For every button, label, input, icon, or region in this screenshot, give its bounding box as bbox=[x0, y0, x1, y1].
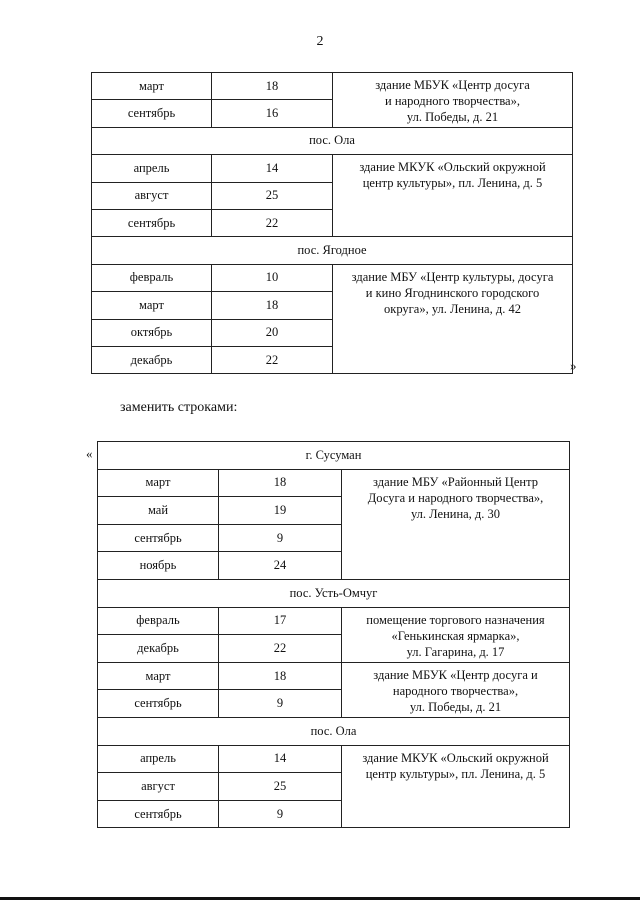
day-cell: 22 bbox=[212, 346, 333, 373]
month-cell: март bbox=[92, 292, 212, 319]
day-cell: 19 bbox=[219, 497, 342, 525]
venue-cell: здание МКУК «Ольский окружной центр культуры», пл. Ленина, д. 5 bbox=[333, 155, 573, 237]
day-cell: 14 bbox=[219, 745, 342, 773]
day-cell: 24 bbox=[219, 552, 342, 580]
replace-instruction: заменить строками: bbox=[120, 400, 238, 415]
section-row bbox=[92, 237, 573, 264]
month-cell: апрель bbox=[92, 155, 212, 182]
month-cell: август bbox=[92, 182, 212, 209]
venue-cell: здание МБУК «Центр досуга и народного творчества», ул. Победы, д. 21 bbox=[342, 662, 570, 717]
opening-quote: « bbox=[86, 446, 93, 461]
day-cell: 18 bbox=[212, 292, 333, 319]
month-cell: март bbox=[98, 662, 219, 690]
day-cell: 18 bbox=[219, 662, 342, 690]
schedule-table-original bbox=[91, 72, 573, 374]
month-cell: март bbox=[92, 73, 212, 100]
day-cell: 20 bbox=[212, 319, 333, 346]
month-cell: сентябрь bbox=[98, 690, 219, 718]
month-cell: ноябрь bbox=[98, 552, 219, 580]
month-cell: декабрь bbox=[98, 635, 219, 663]
month-cell: февраль bbox=[98, 607, 219, 635]
venue-cell: здание МБУ «Центр культуры, досуга и кино Ягоднинского городского округа», ул. Ленина, д. 42 bbox=[333, 264, 573, 374]
table-row bbox=[92, 73, 573, 100]
venue-cell: здание МБУ «Районный Центр Досуга и народного творчества», ул. Ленина, д. 30 bbox=[342, 469, 570, 579]
section-title: г. Сусуман bbox=[98, 442, 570, 470]
day-cell: 25 bbox=[219, 773, 342, 801]
day-cell: 16 bbox=[212, 100, 333, 127]
section-row bbox=[98, 579, 570, 607]
month-cell: сентябрь bbox=[98, 800, 219, 828]
day-cell: 9 bbox=[219, 690, 342, 718]
day-cell: 18 bbox=[219, 469, 342, 497]
schedule-table-new bbox=[97, 441, 570, 828]
section-title: пос. Ола bbox=[92, 127, 573, 154]
day-cell: 22 bbox=[219, 635, 342, 663]
page-number: 2 bbox=[316, 34, 324, 49]
section-title: пос. Ягодное bbox=[92, 237, 573, 264]
section-title: пос. Усть-Омчуг bbox=[98, 579, 570, 607]
venue-cell: помещение торгового назначения «Генькинская ярмарка», ул. Гагарина, д. 17 bbox=[342, 607, 570, 662]
table-row bbox=[92, 155, 573, 182]
page-bottom-rule bbox=[0, 897, 640, 900]
month-cell: сентябрь bbox=[92, 209, 212, 236]
month-cell: сентябрь bbox=[98, 524, 219, 552]
month-cell: февраль bbox=[92, 264, 212, 291]
table-row bbox=[98, 469, 570, 497]
table-row bbox=[98, 607, 570, 635]
closing-quote: » bbox=[570, 358, 577, 373]
table-row bbox=[98, 662, 570, 690]
section-title: пос. Ола bbox=[98, 717, 570, 745]
month-cell: май bbox=[98, 497, 219, 525]
section-row bbox=[98, 442, 570, 470]
venue-cell: здание МБУК «Центр досуга и народного творчества», ул. Победы, д. 21 bbox=[333, 73, 573, 128]
day-cell: 9 bbox=[219, 800, 342, 828]
month-cell: март bbox=[98, 469, 219, 497]
day-cell: 14 bbox=[212, 155, 333, 182]
month-cell: декабрь bbox=[92, 346, 212, 373]
section-row bbox=[92, 127, 573, 154]
month-cell: сентябрь bbox=[92, 100, 212, 127]
day-cell: 22 bbox=[212, 209, 333, 236]
month-cell: октябрь bbox=[92, 319, 212, 346]
day-cell: 18 bbox=[212, 73, 333, 100]
day-cell: 25 bbox=[212, 182, 333, 209]
table-row bbox=[92, 264, 573, 291]
venue-cell: здание МКУК «Ольский окружной центр культуры», пл. Ленина, д. 5 bbox=[342, 745, 570, 828]
day-cell: 9 bbox=[219, 524, 342, 552]
table-row bbox=[98, 745, 570, 773]
month-cell: апрель bbox=[98, 745, 219, 773]
section-row bbox=[98, 717, 570, 745]
day-cell: 10 bbox=[212, 264, 333, 291]
day-cell: 17 bbox=[219, 607, 342, 635]
month-cell: август bbox=[98, 773, 219, 801]
